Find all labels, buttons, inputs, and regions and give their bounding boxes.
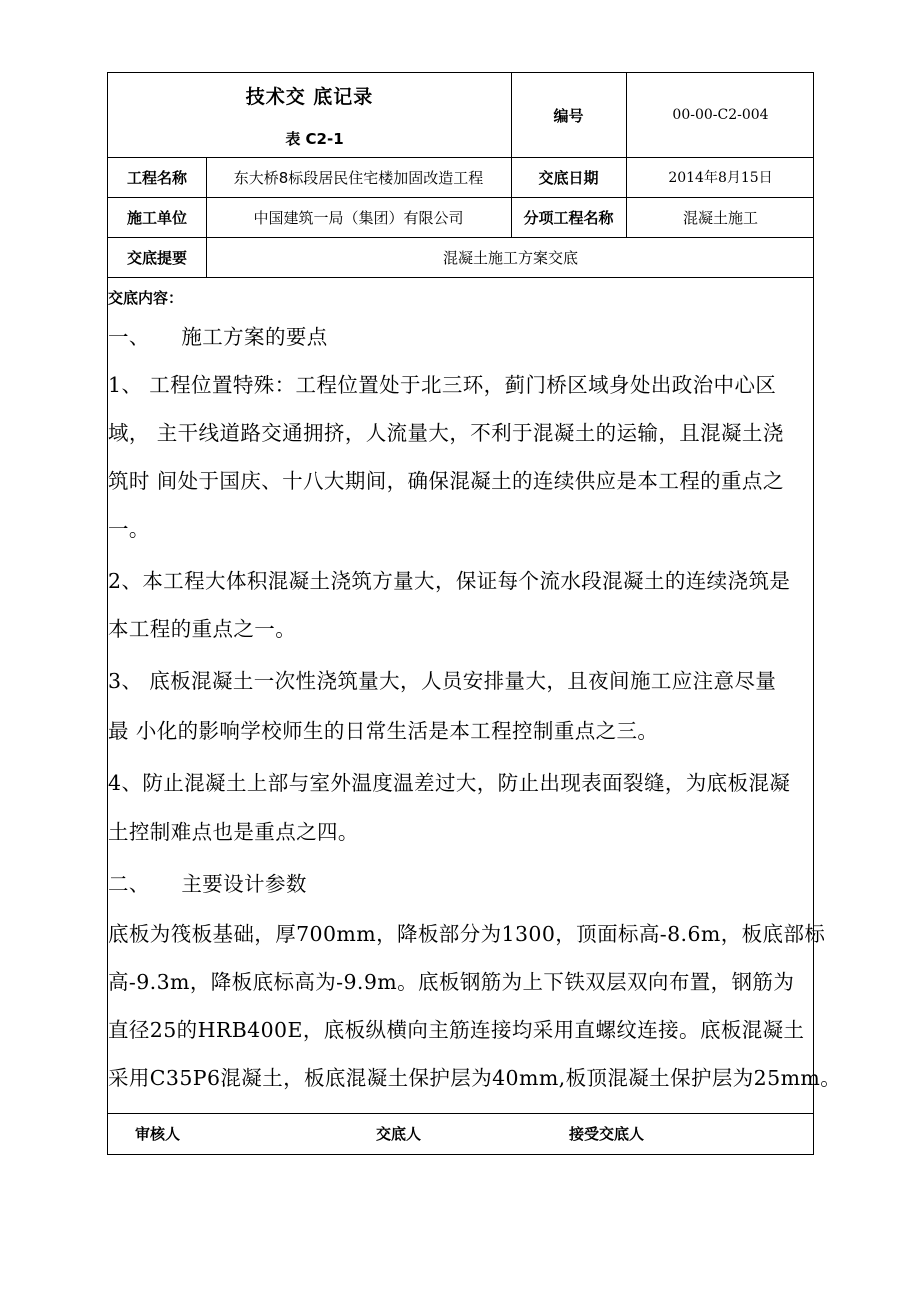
unit-label: 施工单位 [126,208,187,227]
content-line: 1、 工程位置特殊：工程位置处于北三环，蓟门桥区域身处出政治中心区 [108,373,777,397]
content-line: 土控制难点也是重点之四。 [108,820,359,844]
summary-label: 交底提要 [126,248,187,267]
content-line: 二、 主要设计参数 [108,872,307,896]
document-title: 技术交 底记录 [245,85,374,108]
summary-value: 混凝土施工方案交底 [442,248,578,267]
content-line: 4、防止混凝土上部与室外温度温差过大，防止出现表面裂缝，为底板混凝 [108,771,791,795]
number-value: 00-00-C2-004 [672,107,769,123]
number-label: 编号 [553,106,584,125]
date-value: 2014年8月15日 [668,170,773,186]
subproject-value: 混凝土施工 [682,208,758,227]
content-line: 最 小化的影响学校师生的日常生活是本工程控制重点之三。 [108,719,659,743]
content-line: 一、 施工方案的要点 [108,325,328,349]
content-line: 采用C35P6混凝土，板底混凝土保护层为40mm,板顶混凝土保护层为25mm。 [108,1066,842,1090]
receiver-label: 接受交底人 [569,1125,645,1143]
reviewer-label: 审核人 [135,1125,181,1143]
project-name-label: 工程名称 [126,168,187,187]
subproject-label: 分项工程名称 [523,208,614,227]
row-divider [108,277,813,278]
project-name-value: 东大桥8标段居民住宅楼加固改造工程 [233,168,484,187]
unit-value: 中国建筑一局（集团）有限公司 [253,208,464,227]
content-line: 筑时 间处于国庆、十八大期间，确保混凝土的连续供应是本工程的重点之 [108,469,784,493]
row-divider [108,1113,813,1114]
content-line: 直径25的HRB400E，底板纵横向主筋连接均采用直螺纹连接。底板混凝土 [108,1018,805,1042]
content-line: 本工程的重点之一。 [108,617,297,641]
form-number: 表 C2-1 [285,129,344,148]
content-line: 3、 底板混凝土一次性浇筑量大，人员安排量大，且夜间施工应注意尽量 [108,669,777,693]
disclosure-record-table [107,72,842,1155]
content-label: 交底内容： [108,289,184,307]
content-line: 底板为筏板基础，厚700mm，降板部分为1300，顶面标高-8.6m，板底部标 [108,922,826,946]
content-line: 高-9.3m，降板底标高为-9.9m。底板钢筋为上下铁双层双向布置，钢筋为 [108,970,795,994]
date-label: 交底日期 [538,168,599,187]
content-line: 2、本工程大体积混凝土浇筑方量大，保证每个流水段混凝土的连续浇筑是 [108,569,791,593]
content-line: 域， 主干线道路交通拥挤，人流量大，不利于混凝土的运输，且混凝土浇 [108,421,784,445]
content-line: 一。 [108,517,150,541]
discloser-label: 交底人 [376,1125,422,1143]
